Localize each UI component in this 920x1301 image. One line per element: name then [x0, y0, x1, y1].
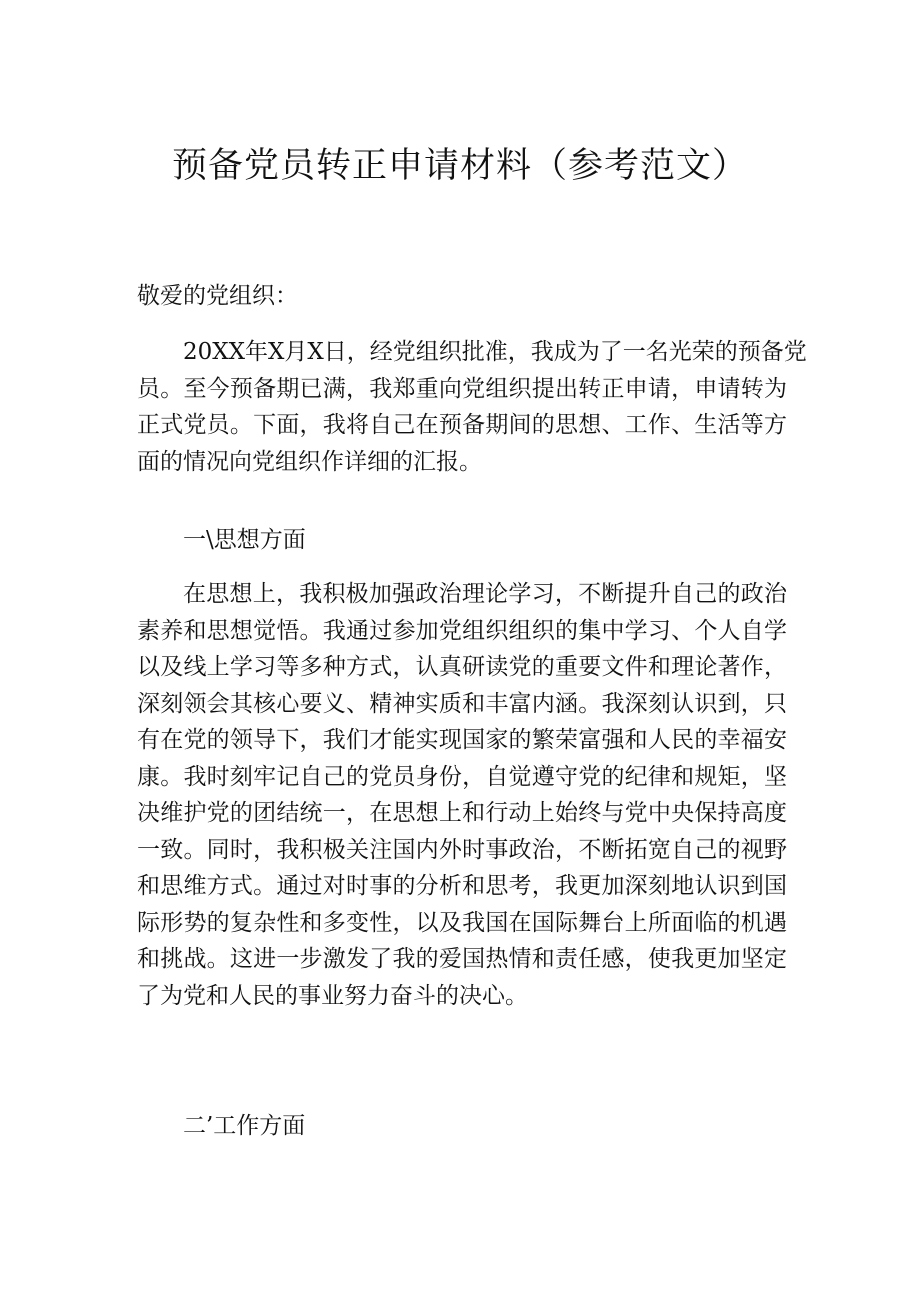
- section-heading-thought: 一\思想方面: [183, 527, 306, 553]
- paragraph-line: 有在党的领导下，我们才能实现国家的繁荣富强和人民的幸福安: [137, 727, 787, 753]
- paragraph-line: 20XX年X月X日，经党组织批准，我成为了一名光荣的预备党: [183, 339, 807, 365]
- paragraph-line: 正式党员。下面，我将自己在预备期间的思想、工作、生活等方: [137, 412, 787, 438]
- paragraph-line: 深刻领会其核心要义、精神实质和丰富内涵。我深刻认识到，只: [137, 690, 787, 717]
- salutation: 敬爱的党组织：: [137, 283, 298, 309]
- paragraph-line: 决维护党的团结统一，在思想上和行动上始终与党中央保持高度: [137, 800, 787, 826]
- paragraph-thought: [137, 576, 787, 1014]
- paragraph-line: 以及线上学习等多种方式，认真研读党的重要文件和理论著作，: [137, 654, 787, 680]
- paragraph-line: 和挑战。这进一步激发了我的爱国热情和责任感，使我更加坚定: [137, 946, 787, 972]
- paragraph-line: 面的情况向党组织作详细的汇报。: [137, 448, 482, 475]
- paragraph-line: 了为党和人民的事业努力奋斗的决心。: [137, 982, 528, 1009]
- paragraph-line: 一致。同时，我积极关注国内外时事政治，不断拓宽自己的视野: [137, 836, 787, 863]
- section-heading-work: 二’工作方面: [183, 1113, 306, 1139]
- paragraph-line: 际形势的复杂性和多变性，以及我国在国际舞台上所面临的机遇: [137, 909, 787, 936]
- document-title: 预备党员转正申请材料（参考范文）: [171, 146, 748, 186]
- paragraph-intro: [137, 334, 807, 480]
- paragraph-line: 素养和思想觉悟。我通过参加党组织组织的集中学习、个人自学: [137, 617, 787, 644]
- paragraph-line: 在思想上，我积极加强政治理论学习，不断提升自己的政治: [183, 581, 787, 607]
- paragraph-line: 员。至今预备期已满，我郑重向党组织提出转正申请，申请转为: [137, 375, 787, 402]
- paragraph-line: 和思维方式。通过对时事的分析和思考，我更加深刻地认识到国: [137, 873, 787, 899]
- paragraph-line: 康。我时刻牢记自己的党员身份，自觉遵守党的纪律和规矩，坚: [137, 763, 787, 790]
